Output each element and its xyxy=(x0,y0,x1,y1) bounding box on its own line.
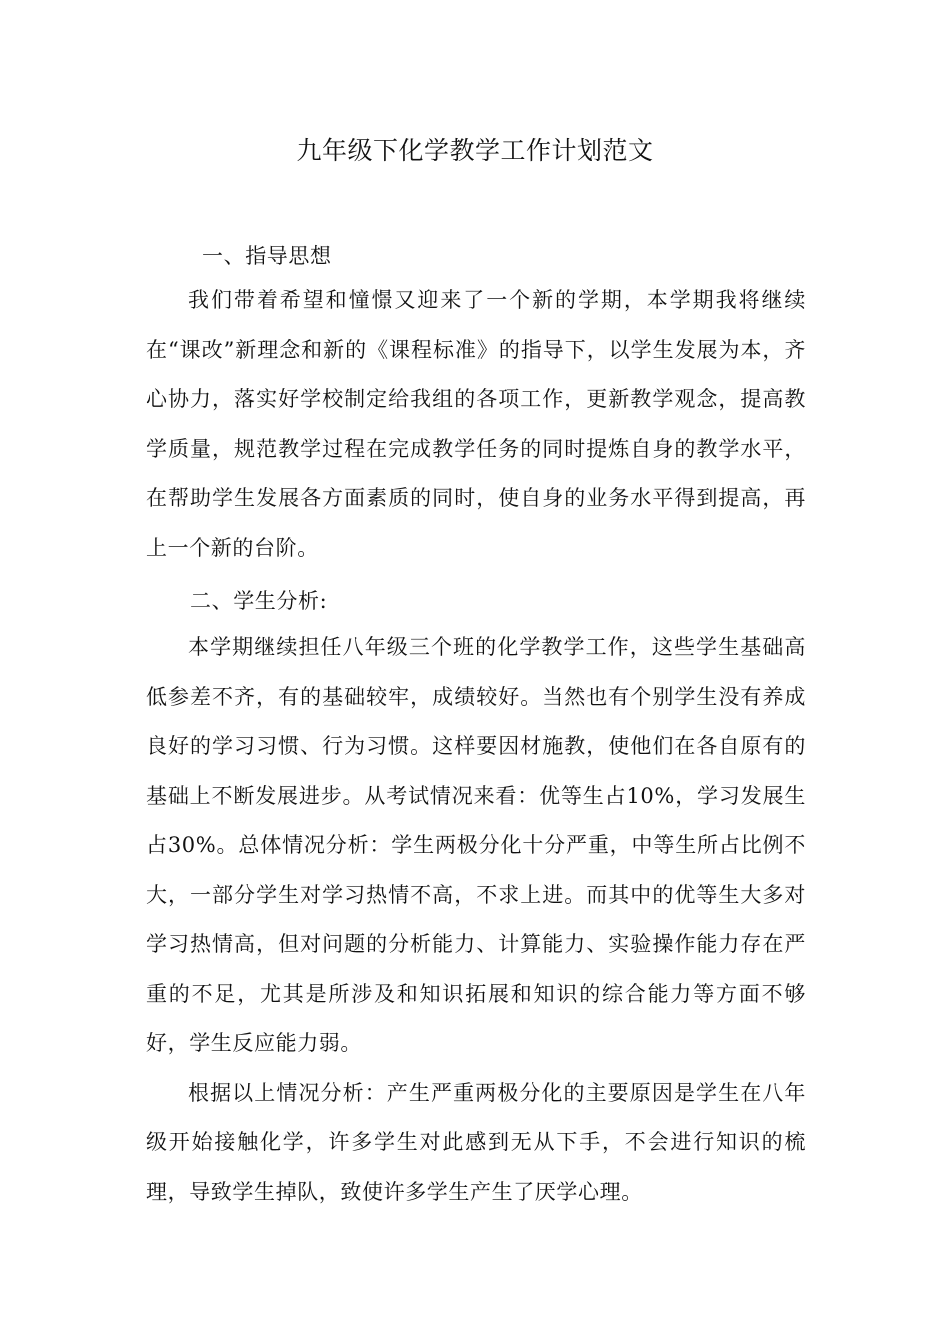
paragraph-analysis-conclusion: 根据以上情况分析：产生严重两极分化的主要原因是学生在八年级开始接触化学，许多学生对此感到无从下手，不会进行知识的梳理，导致学生掉队，致使许多学生产生了厌学心理。 xyxy=(146,1080,806,1204)
document-title: 九年级下化学教学工作计划范文 xyxy=(296,136,654,165)
section-heading-student-analysis: 二、学生分析: xyxy=(190,589,328,613)
section-heading-guiding-thought: 一、指导思想 xyxy=(202,244,332,268)
paragraph-student-analysis: 本学期继续担任八年级三个班的化学教学工作，这些学生基础高低参差不齐，有的基础较牢，成绩较好。当然也有个别学生没有养成良好的学习习惯、行为习惯。这样要因材施教，使他们在各自原有的基础上不断发展进步。从考试情况来看：优等生占10%，学习发展生占30%。总体情况分析：学生两极分化十分严重，中等生所占比例不大，一部分学生对学习热情不高，不求上进。而其中的优等生大多对学习热情高，但对问题的分析能力、计算能力、实验操作能力存在严重的不足，尤其是所涉及和知识拓展和知识的综合能力等方面不够好，学生反应能力弱。 xyxy=(146,635,806,1055)
section-body-guiding-thought xyxy=(146,276,806,573)
paragraph-guiding-thought: 我们带着希望和憧憬又迎来了一个新的学期，本学期我将继续在“课改”新理念和新的《课程标准》的指导下，以学生发展为本，齐心协力，落实好学校制定给我组的各项工作，更新教学观念，提高教学质量，规范教学过程在完成教学任务的同时提炼自身的教学水平，在帮助学生发展各方面素质的同时，使自身的业务水平得到提高，再上一个新的台阶。 xyxy=(146,288,806,560)
section-body-student-analysis xyxy=(146,623,806,1217)
